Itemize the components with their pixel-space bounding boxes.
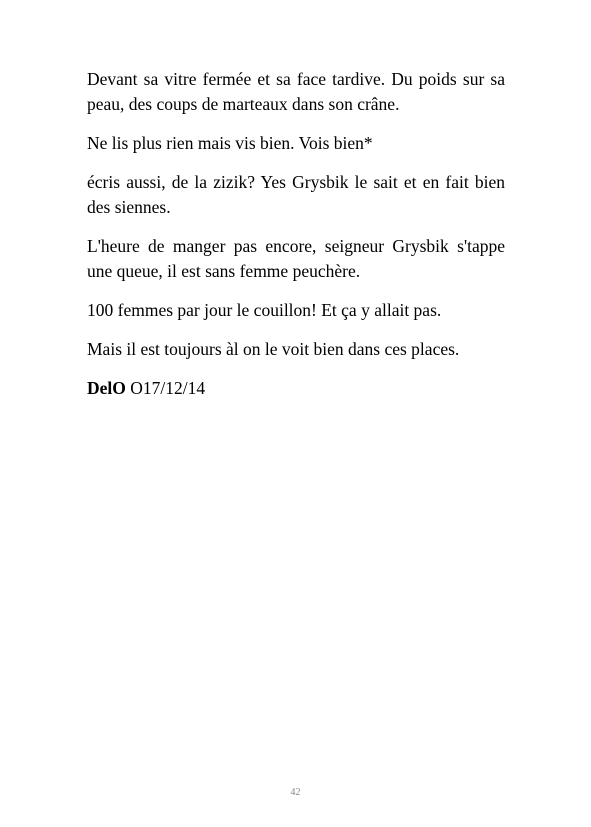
- paragraph-4: L'heure de manger pas encore, seigneur Grysbik s'tappe une queue, il est sans femme peuchère.: [87, 236, 505, 281]
- paragraph-3: écris aussi, de la zizik? Yes Grysbik le sait et en fait bien des siennes.: [87, 172, 505, 217]
- signature-name: DelO: [87, 378, 126, 398]
- text-body: [87, 67, 505, 401]
- signature-date: O17/12/14: [130, 378, 206, 398]
- paragraph-5: 100 femmes par jour le couillon! Et ça y allait pas.: [87, 300, 442, 320]
- paragraph-1: Devant sa vitre fermée et sa face tardive. Du poids sur sa peau, des coups de marteaux dans son crâne.: [87, 69, 505, 114]
- paragraph-6: Mais il est toujours àl on le voit bien dans ces places.: [87, 339, 460, 359]
- paragraph-2: Ne lis plus rien mais vis bien. Vois bien*: [87, 133, 373, 153]
- signature-line: [87, 376, 505, 401]
- page-number: 42: [290, 787, 301, 798]
